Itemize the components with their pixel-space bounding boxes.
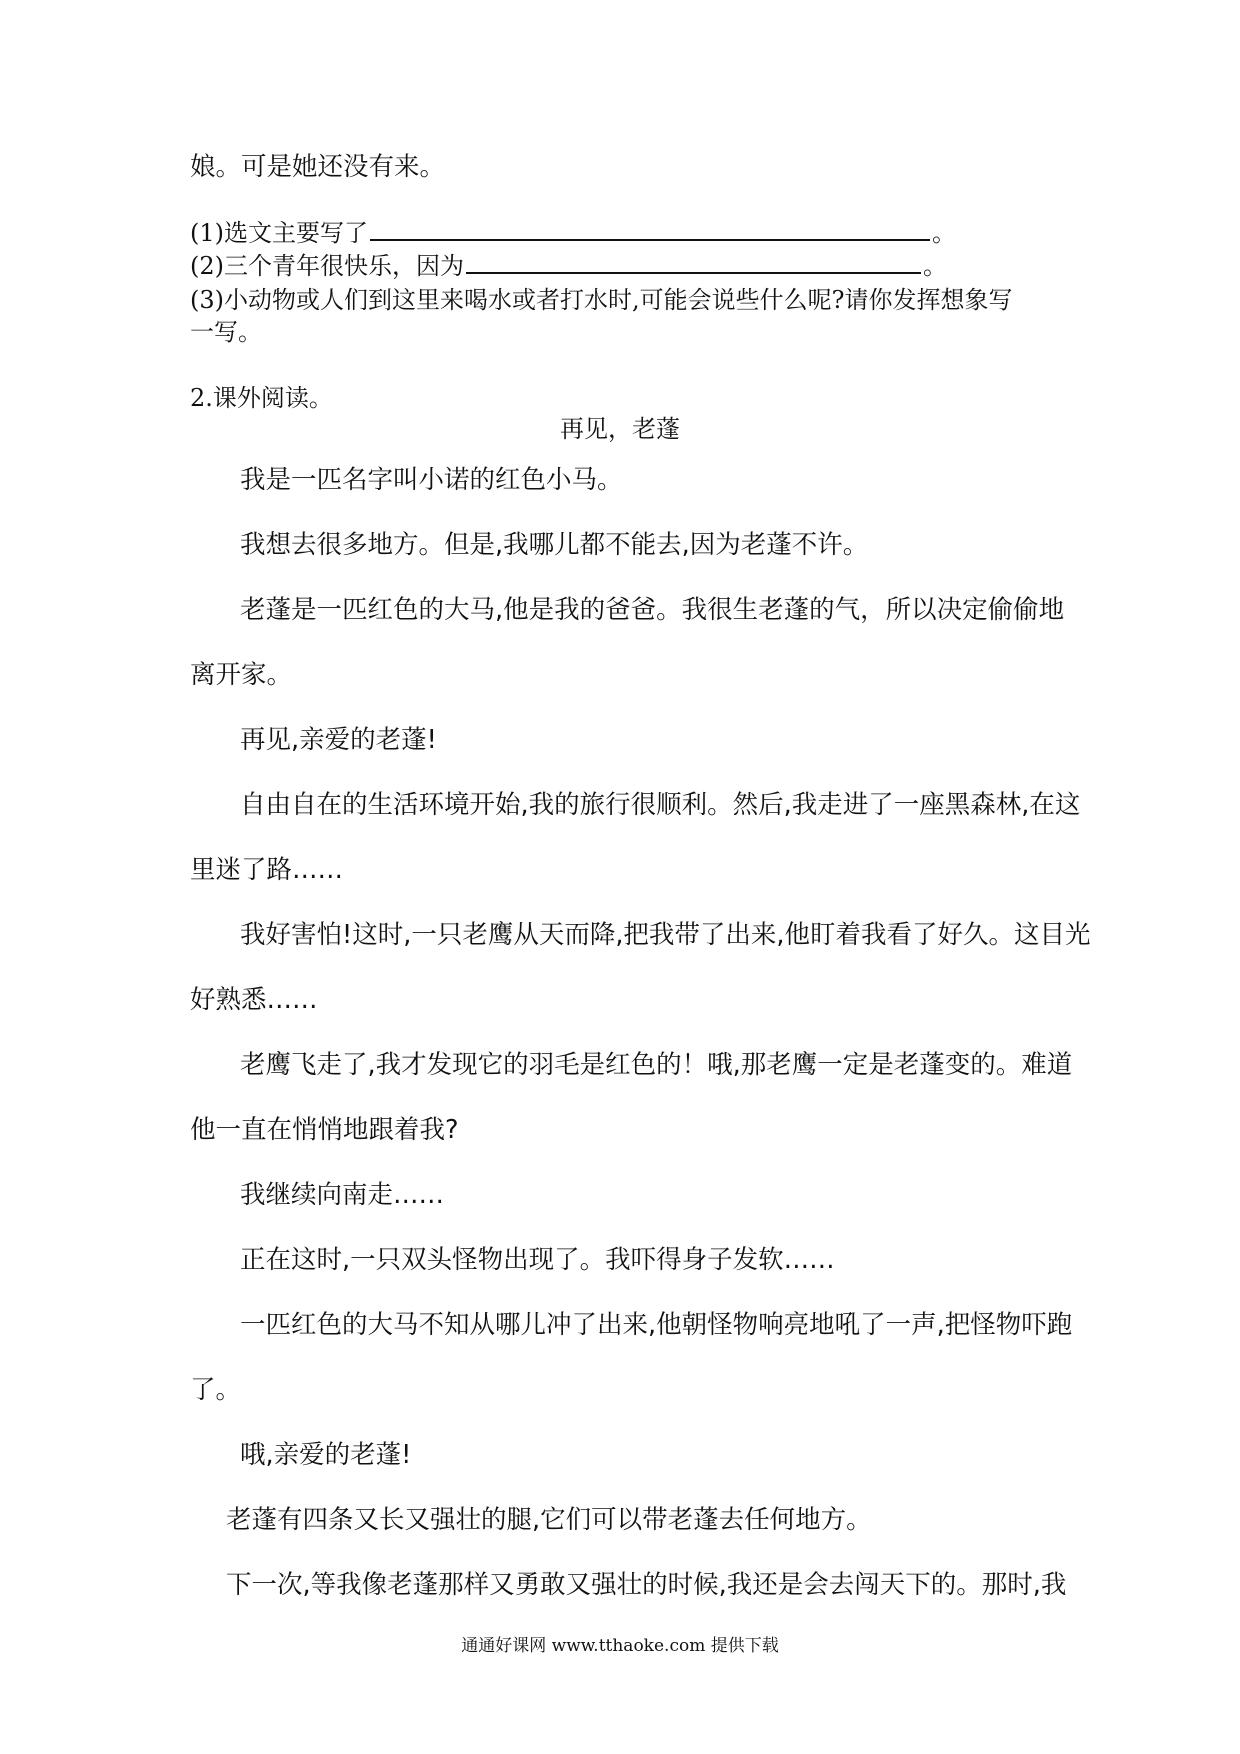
story-paragraph-2: 我想去很多地方。但是,我哪儿都不能去,因为老蓬不许。 xyxy=(240,530,869,560)
question-3-line-2: 一写。 xyxy=(190,318,262,346)
question-2-suffix: 。 xyxy=(923,252,947,280)
question-2 xyxy=(190,251,947,281)
answer-blank-2[interactable] xyxy=(466,251,921,274)
question-1-prefix: (1)选文主要写了 xyxy=(190,219,368,247)
story-paragraph-7-line-2: 他一直在悄悄地跟着我? xyxy=(190,1115,459,1145)
answer-blank-1[interactable] xyxy=(370,218,930,241)
story-paragraph-6-line-2: 好熟悉…… xyxy=(190,985,318,1015)
question-1-suffix: 。 xyxy=(932,219,956,247)
story-paragraph-11: 哦,亲爱的老蓬! xyxy=(240,1440,412,1470)
story-paragraph-4: 再见,亲爱的老蓬! xyxy=(240,725,437,755)
question-2-prefix: (2)三个青年很快乐，因为 xyxy=(190,252,464,280)
story-paragraph-12: 老蓬有四条又长又强壮的腿,它们可以带老蓬去任何地方。 xyxy=(226,1505,872,1535)
question-1 xyxy=(190,218,956,248)
question-3-line-1: (3)小动物或人们到这里来喝水或者打水时,可能会说些什么呢?请你发挥想象写 xyxy=(190,286,1013,314)
story-paragraph-1: 我是一匹名字叫小诺的红色小马。 xyxy=(240,465,623,495)
story-paragraph-10-line-2: 了。 xyxy=(190,1375,242,1405)
footer-credit: 通通好课网 www.tthaoke.com 提供下载 xyxy=(461,1636,779,1656)
story-paragraph-10-line-1: 一匹红色的大马不知从哪儿冲了出来,他朝怪物响亮地吼了一声,把怪物吓跑 xyxy=(240,1310,1073,1340)
story-paragraph-5-line-2: 里迷了路…… xyxy=(190,855,344,885)
story-paragraph-3-line-1: 老蓬是一匹红色的大马,他是我的爸爸。我很生老蓬的气，所以决定偷偷地 xyxy=(240,595,1065,625)
story-title: 再见，老蓬 xyxy=(560,415,680,443)
story-paragraph-7-line-1: 老鹰飞走了,我才发现它的羽毛是红色的！哦,那老鹰一定是老蓬变的。难道 xyxy=(240,1050,1073,1080)
story-paragraph-13: 下一次,等我像老蓬那样又勇敢又强壮的时候,我还是会去闯天下的。那时,我 xyxy=(226,1570,1067,1600)
section-heading: 2.课外阅读。 xyxy=(190,384,333,412)
text-top-line: 娘。可是她还没有来。 xyxy=(190,152,446,182)
story-paragraph-3-line-2: 离开家。 xyxy=(190,660,293,690)
story-paragraph-8: 我继续向南走…… xyxy=(240,1180,445,1210)
story-paragraph-9: 正在这时,一只双头怪物出现了。我吓得身子发软…… xyxy=(240,1245,835,1275)
story-paragraph-5-line-1: 自由自在的生活环境开始,我的旅行很顺利。然后,我走进了一座黑森林,在这 xyxy=(240,790,1081,820)
story-paragraph-6-line-1: 我好害怕!这时,一只老鹰从天而降,把我带了出来,他盯着我看了好久。这目光 xyxy=(240,920,1091,950)
